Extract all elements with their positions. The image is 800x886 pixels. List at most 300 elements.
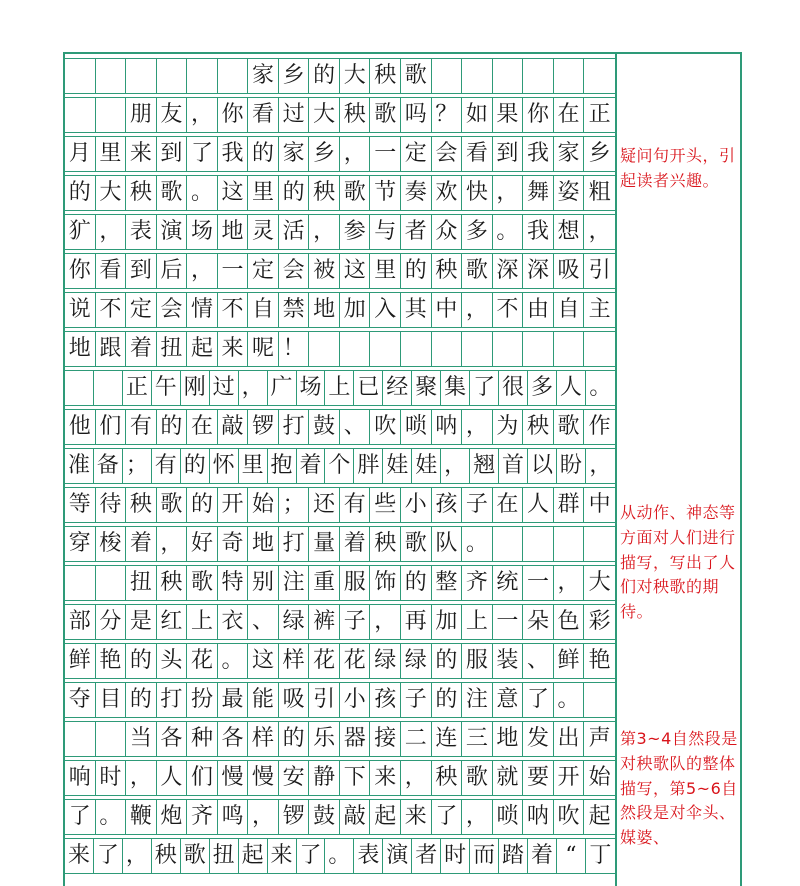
grid-cell: 孩 xyxy=(370,683,401,717)
grid-cell: 看 xyxy=(96,254,127,288)
grid-cell: 灵 xyxy=(248,215,279,249)
grid-cell: ！ xyxy=(279,332,310,366)
annotation-note: 从动作、神态等方面对人们进行描写，写出了人们对秧歌的期待。 xyxy=(620,503,736,622)
grid-cell: 地 xyxy=(218,215,249,249)
grid-cell: 快 xyxy=(462,176,493,210)
grid-cell: 到 xyxy=(157,137,188,171)
grid-cell: ， xyxy=(462,293,493,327)
grid-cell: 大 xyxy=(96,176,127,210)
grid-cell: 秧 xyxy=(157,566,188,600)
grid-cell: 开 xyxy=(218,488,249,522)
grid-cell: 人 xyxy=(523,488,554,522)
grid-cell: 中 xyxy=(432,293,463,327)
grid-cell: 慢 xyxy=(218,761,249,795)
grid-cell: 夺 xyxy=(65,683,96,717)
grid-cell: ， xyxy=(401,761,432,795)
grid-cell: ， xyxy=(239,371,268,405)
grid-cell: 姿 xyxy=(554,176,585,210)
grid-cell: 有 xyxy=(126,410,157,444)
grid-cell: 艳 xyxy=(588,648,611,673)
grid-cell: 扭 xyxy=(157,332,188,366)
grid-cell: 加 xyxy=(340,293,371,327)
grid-cell: 吹 xyxy=(554,800,585,834)
grid-cell: 穿 xyxy=(65,527,96,561)
grid-cell xyxy=(126,59,157,93)
grid-cell: 还 xyxy=(309,488,340,522)
grid-cell xyxy=(432,332,463,366)
grid-cell xyxy=(523,527,554,561)
grid-cell: 参 xyxy=(340,215,371,249)
grid-cell: 众 xyxy=(432,215,463,249)
grid-cell: 梭 xyxy=(96,527,127,561)
grid-cell xyxy=(65,59,96,93)
grid-cell: 孩 xyxy=(432,488,463,522)
grid-cell: 。 xyxy=(493,215,524,249)
grid-cell: 者 xyxy=(401,215,432,249)
grid-cell: 了 xyxy=(297,839,326,873)
grid-cell xyxy=(493,332,524,366)
text-row xyxy=(65,448,615,484)
grid-cell xyxy=(370,332,401,366)
grid-cell: 秧 xyxy=(126,488,157,522)
grid-cell: 唢 xyxy=(493,800,524,834)
grid-cell: 来 xyxy=(218,332,249,366)
grid-cell: 下 xyxy=(340,761,371,795)
grid-cell: 娃 xyxy=(412,449,441,483)
grid-cell xyxy=(554,332,585,366)
grid-cell: 能 xyxy=(248,683,279,717)
grid-cell: 起 xyxy=(370,800,401,834)
grid-cell: 了 xyxy=(94,839,123,873)
text-row xyxy=(65,643,615,679)
grid-cell: 着 xyxy=(528,839,557,873)
grid-cell: 装 xyxy=(493,644,524,678)
grid-cell: 歌 xyxy=(370,98,401,132)
grid-cell: ， xyxy=(340,137,371,171)
grid-cell: 场 xyxy=(187,215,218,249)
grid-cell: 的 xyxy=(279,176,310,210)
grid-cell xyxy=(523,59,554,93)
grid-cell: 。 xyxy=(325,839,354,873)
grid-cell: 表 xyxy=(126,215,157,249)
grid-cell: 入 xyxy=(370,293,401,327)
grid-cell: 一 xyxy=(493,605,524,639)
grid-cell: 的 xyxy=(126,644,157,678)
grid-cell: 锣 xyxy=(248,410,279,444)
grid-cell: 绿 xyxy=(401,644,432,678)
grid-cell xyxy=(94,371,123,405)
grid-cell: 各 xyxy=(218,722,249,756)
grid-cell: 打 xyxy=(279,527,310,561)
grid-cell: 器 xyxy=(340,722,371,756)
grid-cell: 舞 xyxy=(523,176,554,210)
grid-cell: 歌 xyxy=(187,566,218,600)
grid-cell: 地 xyxy=(65,332,96,366)
grid-cell: 、 xyxy=(248,605,279,639)
grid-cell: 。 xyxy=(554,683,585,717)
text-row xyxy=(65,253,615,289)
grid-cell: ； xyxy=(279,488,310,522)
grid-cell: 你 xyxy=(65,254,96,288)
grid-cell: 裤 xyxy=(309,605,340,639)
grid-cell: 。 xyxy=(462,527,493,561)
grid-cell: 待 xyxy=(96,488,127,522)
grid-cell: 歌 xyxy=(462,254,493,288)
grid-cell: 就 xyxy=(493,761,524,795)
grid-cell: ， xyxy=(187,98,218,132)
grid-cell: 吸 xyxy=(554,254,585,288)
grid-cell: 了 xyxy=(65,800,96,834)
grid-cell: 准 xyxy=(65,449,94,483)
grid-cell: 地 xyxy=(248,527,279,561)
annotation-note: 第3~4自然段是对秧歌队的整体描写，第5~6自然段是对伞头、媒婆、 xyxy=(620,729,738,848)
grid-cell: 开 xyxy=(554,761,585,795)
grid-cell: 抱 xyxy=(268,449,297,483)
grid-cell: 起 xyxy=(588,804,611,829)
grid-cell: 始 xyxy=(588,765,611,790)
grid-cell: 地 xyxy=(493,722,524,756)
grid-cell: 注 xyxy=(462,683,493,717)
text-row xyxy=(65,526,615,562)
grid-cell: 来 xyxy=(401,800,432,834)
grid-cell: 的 xyxy=(401,254,432,288)
grid-cell: 备 xyxy=(94,449,123,483)
text-row xyxy=(65,175,615,211)
grid-cell: 好 xyxy=(187,527,218,561)
grid-cell: 的 xyxy=(432,644,463,678)
grid-cell: 场 xyxy=(297,371,326,405)
grid-cell: 饰 xyxy=(370,566,401,600)
grid-cell: 齐 xyxy=(187,800,218,834)
grid-cell: ， xyxy=(123,839,152,873)
grid-cell: 当 xyxy=(126,722,157,756)
grid-cell: 演 xyxy=(383,839,412,873)
grid-cell: 。 xyxy=(218,644,249,678)
grid-cell: 着 xyxy=(297,449,326,483)
grid-cell: 秧 xyxy=(309,176,340,210)
grid-cell: 乡 xyxy=(309,137,340,171)
grid-cell: 要 xyxy=(523,761,554,795)
grid-cell: 绿 xyxy=(279,605,310,639)
grid-cell: 唢 xyxy=(401,410,432,444)
grid-cell: 者 xyxy=(412,839,441,873)
grid-cell xyxy=(554,527,585,561)
text-row xyxy=(65,604,615,640)
grid-cell xyxy=(584,59,615,93)
grid-cell: 秧 xyxy=(432,761,463,795)
grid-cell: 演 xyxy=(157,215,188,249)
grid-cell: 连 xyxy=(432,722,463,756)
grid-cell: 歌 xyxy=(340,176,371,210)
grid-cell: 不 xyxy=(96,293,127,327)
grid-cell: 锣 xyxy=(279,800,310,834)
grid-cell: 家 xyxy=(554,137,585,171)
grid-cell: 你 xyxy=(523,98,554,132)
grid-cell: 吹 xyxy=(370,410,401,444)
grid-cell: 的 xyxy=(157,410,188,444)
grid-cell xyxy=(96,566,127,600)
grid-cell: 们 xyxy=(187,761,218,795)
grid-cell: 不 xyxy=(218,293,249,327)
grid-cell xyxy=(462,332,493,366)
grid-cell: 量 xyxy=(309,527,340,561)
grid-cell: 安 xyxy=(279,761,310,795)
grid-cell: 花 xyxy=(187,644,218,678)
grid-cell: 作 xyxy=(588,414,611,439)
grid-cell: ， xyxy=(588,219,611,244)
grid-cell xyxy=(96,98,127,132)
grid-cell: 里 xyxy=(96,137,127,171)
grid-cell: 大 xyxy=(588,570,611,595)
grid-cell: 歌 xyxy=(401,59,432,93)
grid-cell: 会 xyxy=(279,254,310,288)
grid-cell: 重 xyxy=(309,566,340,600)
grid-cell: 发 xyxy=(523,722,554,756)
grid-cell: 秧 xyxy=(370,59,401,93)
grid-cell: 歌 xyxy=(181,839,210,873)
grid-cell: 上 xyxy=(187,605,218,639)
grid-cell: 加 xyxy=(432,605,463,639)
grid-cell: 已 xyxy=(354,371,383,405)
grid-cell: 来 xyxy=(370,761,401,795)
grid-cell: 的 xyxy=(279,722,310,756)
grid-cell: 、 xyxy=(340,410,371,444)
grid-cell: 如 xyxy=(462,98,493,132)
grid-cell: 这 xyxy=(248,644,279,678)
grid-cell: 我 xyxy=(523,137,554,171)
grid-cell: 等 xyxy=(65,488,96,522)
grid-cell: 时 xyxy=(441,839,470,873)
grid-cell xyxy=(584,332,615,366)
grid-cell: 齐 xyxy=(462,566,493,600)
grid-cell: 欢 xyxy=(432,176,463,210)
grid-cell: 着 xyxy=(126,527,157,561)
grid-cell xyxy=(584,527,615,561)
grid-cell: 。 xyxy=(187,176,218,210)
grid-cell: 绿 xyxy=(370,644,401,678)
grid-cell: 乡 xyxy=(279,59,310,93)
grid-cell: 刚 xyxy=(181,371,210,405)
grid-cell: 看 xyxy=(248,98,279,132)
grid-cell: 声 xyxy=(588,726,611,751)
grid-cell: 起 xyxy=(187,332,218,366)
grid-cell: 秧 xyxy=(432,254,463,288)
grid-cell xyxy=(462,59,493,93)
grid-cell xyxy=(493,527,524,561)
grid-cell: 注 xyxy=(279,566,310,600)
grid-cell: 意 xyxy=(493,683,524,717)
text-row xyxy=(65,370,615,406)
grid-cell: 集 xyxy=(441,371,470,405)
grid-cell: 扭 xyxy=(126,566,157,600)
grid-cell: 鼓 xyxy=(309,800,340,834)
grid-cell: 最 xyxy=(218,683,249,717)
grid-cell: 上 xyxy=(462,605,493,639)
grid-cell: ， xyxy=(248,800,279,834)
grid-cell: 花 xyxy=(309,644,340,678)
grid-cell: 深 xyxy=(523,254,554,288)
grid-cell: 整 xyxy=(432,566,463,600)
grid-cell: 果 xyxy=(493,98,524,132)
text-row xyxy=(65,136,615,172)
text-row xyxy=(65,331,615,367)
grid-cell: 的 xyxy=(126,683,157,717)
grid-cell: 鲜 xyxy=(65,644,96,678)
grid-cell: 头 xyxy=(157,644,188,678)
grid-cell: 而 xyxy=(470,839,499,873)
grid-cell xyxy=(554,59,585,93)
grid-cell: 广 xyxy=(268,371,297,405)
grid-cell: 定 xyxy=(126,293,157,327)
grid-cell: 歌 xyxy=(554,410,585,444)
grid-cell: 个 xyxy=(325,449,354,483)
grid-cell: 被 xyxy=(309,254,340,288)
grid-cell xyxy=(340,332,371,366)
grid-cell: ， xyxy=(157,527,188,561)
grid-cell: 到 xyxy=(126,254,157,288)
grid-cell: 分 xyxy=(96,605,127,639)
grid-cell: 多 xyxy=(528,371,557,405)
grid-cell: 样 xyxy=(279,644,310,678)
grid-cell: 定 xyxy=(248,254,279,288)
grid-cell: 敲 xyxy=(218,410,249,444)
grid-cell: 首 xyxy=(499,449,528,483)
grid-cell: 来 xyxy=(126,137,157,171)
grid-cell: 里 xyxy=(370,254,401,288)
grid-cell xyxy=(65,98,96,132)
grid-cell: 服 xyxy=(462,644,493,678)
grid-cell: 。 xyxy=(589,375,612,400)
grid-cell: 我 xyxy=(218,137,249,171)
grid-cell: 人 xyxy=(157,761,188,795)
grid-cell: ？ xyxy=(432,98,463,132)
grid-cell: 与 xyxy=(370,215,401,249)
grid-cell: 有 xyxy=(340,488,371,522)
grid-cell: 始 xyxy=(248,488,279,522)
text-row xyxy=(65,721,615,757)
grid-cell: 的 xyxy=(181,449,210,483)
grid-cell: 来 xyxy=(268,839,297,873)
grid-cell: 扭 xyxy=(210,839,239,873)
grid-cell: 表 xyxy=(354,839,383,873)
grid-cell: 了 xyxy=(470,371,499,405)
text-row xyxy=(65,682,615,718)
grid-cell: 他 xyxy=(65,410,96,444)
grid-cell: 来 xyxy=(65,839,94,873)
grid-cell: 。 xyxy=(96,800,127,834)
grid-cell: 翘 xyxy=(470,449,499,483)
grid-cell: 色 xyxy=(554,605,585,639)
grid-cell xyxy=(493,59,524,93)
grid-cell: 呐 xyxy=(523,800,554,834)
grid-cell: 踏 xyxy=(499,839,528,873)
grid-cell: 子 xyxy=(462,488,493,522)
grid-cell: 秧 xyxy=(370,527,401,561)
grid-cell: 犷 xyxy=(65,215,96,249)
grid-cell: 跟 xyxy=(96,332,127,366)
grid-cell: 的 xyxy=(187,488,218,522)
grid-cell xyxy=(96,722,127,756)
grid-cell: 着 xyxy=(126,332,157,366)
grid-cell: 、 xyxy=(523,644,554,678)
grid-cell: 三 xyxy=(462,722,493,756)
grid-cell: 时 xyxy=(96,761,127,795)
grid-cell: ； xyxy=(123,449,152,483)
grid-cell: 看 xyxy=(462,137,493,171)
grid-cell: 各 xyxy=(157,722,188,756)
grid-cell: ， xyxy=(370,605,401,639)
text-row xyxy=(65,760,615,796)
grid-cell: 小 xyxy=(340,683,371,717)
grid-cell: 秧 xyxy=(126,176,157,210)
grid-cell: 自 xyxy=(248,293,279,327)
grid-cell: 的 xyxy=(432,683,463,717)
grid-cell: 不 xyxy=(493,293,524,327)
grid-cell: 多 xyxy=(462,215,493,249)
grid-cell xyxy=(309,332,340,366)
grid-cell: 粗 xyxy=(588,180,611,205)
annotation-note: 疑问句开头，引起读者兴趣。 xyxy=(620,146,736,190)
grid-cell: 月 xyxy=(65,137,96,171)
grid-cell: 以 xyxy=(528,449,557,483)
grid-cell: 在 xyxy=(554,98,585,132)
grid-cell: 为 xyxy=(493,410,524,444)
grid-cell: 种 xyxy=(187,722,218,756)
grid-cell: 乡 xyxy=(588,141,611,166)
grid-cell: 我 xyxy=(523,215,554,249)
text-row xyxy=(65,214,615,250)
grid-cell: 节 xyxy=(370,176,401,210)
grid-cell: ， xyxy=(589,453,612,478)
grid-cell: ， xyxy=(441,449,470,483)
grid-cell: 聚 xyxy=(412,371,441,405)
grid-cell: 在 xyxy=(493,488,524,522)
grid-cell: 再 xyxy=(401,605,432,639)
grid-cell: 情 xyxy=(187,293,218,327)
grid-cell: 这 xyxy=(340,254,371,288)
title-row xyxy=(65,58,615,94)
grid-cell: 们 xyxy=(96,410,127,444)
grid-cell: 说 xyxy=(65,293,96,327)
grid-cell: 一 xyxy=(523,566,554,600)
grid-cell: 引 xyxy=(309,683,340,717)
text-row xyxy=(65,409,615,445)
grid-cell: 鲜 xyxy=(554,644,585,678)
grid-cell xyxy=(65,566,96,600)
grid-cell: 到 xyxy=(493,137,524,171)
grid-cell: 有 xyxy=(152,449,181,483)
grid-cell: 奏 xyxy=(401,176,432,210)
grid-cell: 乐 xyxy=(309,722,340,756)
grid-cell: 花 xyxy=(340,644,371,678)
grid-cell: 家 xyxy=(248,59,279,93)
grid-cell: 静 xyxy=(309,761,340,795)
grid-cell: 地 xyxy=(309,293,340,327)
grid-cell: 衣 xyxy=(218,605,249,639)
grid-cell xyxy=(187,59,218,93)
grid-cell: 引 xyxy=(588,258,611,283)
grid-cell: 统 xyxy=(493,566,524,600)
grid-cell: 特 xyxy=(218,566,249,600)
grid-cell: 主 xyxy=(588,297,611,322)
grid-cell: 歌 xyxy=(401,527,432,561)
text-row xyxy=(65,97,615,133)
grid-cell: ， xyxy=(187,254,218,288)
grid-cell: 服 xyxy=(340,566,371,600)
grid-cell xyxy=(65,371,94,405)
margin-divider xyxy=(615,52,617,886)
grid-cell: 人 xyxy=(557,371,586,405)
